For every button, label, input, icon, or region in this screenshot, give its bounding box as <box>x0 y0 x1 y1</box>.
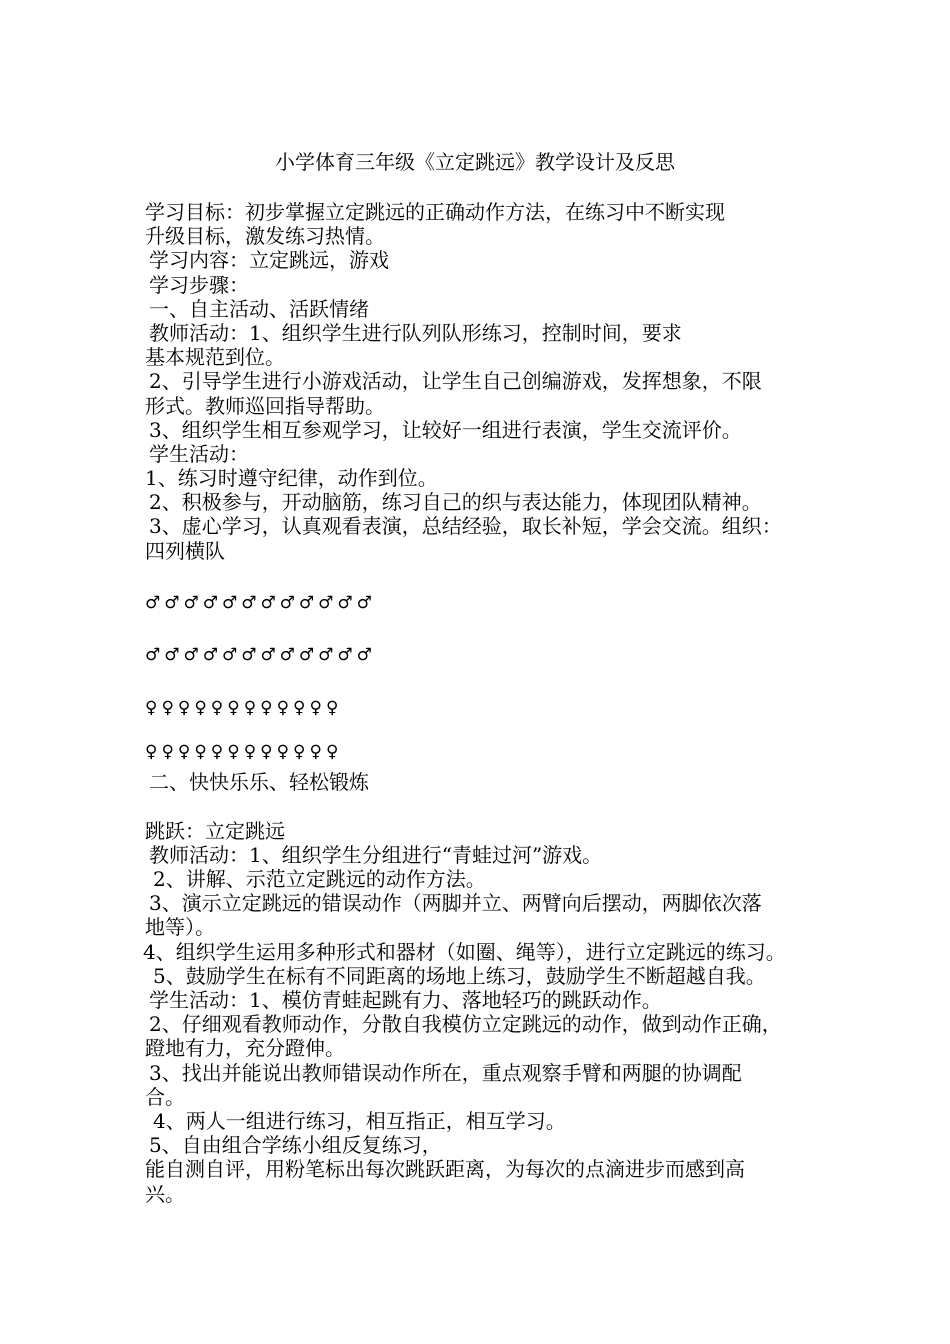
text-line: 2、积极参与，开动脑筋，练习自己的织与表达能力，体现团队精神。 <box>149 490 762 515</box>
text-line: 2、引导学生进行小游戏活动，让学生自己创编游戏，发挥想象，不限 <box>149 369 762 394</box>
text-line: 学生活动：1、模仿青蛙起跳有力、落地轻巧的跳跃动作。 <box>149 988 662 1012</box>
text-line: 2、讲解、示范立定跳远的动作方法。 <box>153 867 486 892</box>
text-line: 兴。 <box>145 1181 185 1206</box>
text-line: 能自测自评，用粉笔标出每次跳跃距离，为每次的点滴进步而感到高 <box>145 1157 745 1182</box>
text-line: 2、仔细观看教师动作，分散自我模仿立定跳远的动作，做到动作正确， <box>149 1012 782 1037</box>
text-line: 1、练习时遵守纪律，动作到位。 <box>145 466 438 491</box>
text-line: 4、两人一组进行练习，相互指正，相互学习。 <box>153 1108 566 1133</box>
text-line: 合。 <box>145 1084 185 1109</box>
text-line: 跳跃：立定跳远 <box>145 818 285 843</box>
blank-line <box>145 795 825 819</box>
text-line: 5、自由组合学练小组反复练习， <box>149 1133 442 1158</box>
text-line: 3、组织学生相互参观学习，让较好一组进行表演，学生交流评价。 <box>149 417 742 442</box>
text-line: 3、演示立定跳远的错误动作（两脚并立、两臂向后摆动，两脚依次落 <box>149 891 762 916</box>
text-line: 4、组织学生运用多种形式和器材（如圈、绳等），进行立定跳远的练习。 <box>143 939 786 964</box>
text-line: 3、找出并能说出教师错误动作所在，重点观察手臂和两腿的协调配 <box>149 1060 742 1085</box>
text-line: 3、虚心学习，认真观看表演，总结经验，取长补短，学会交流。组织： <box>149 514 782 539</box>
section-heading: 二、快快乐乐、轻松锻炼 <box>149 770 369 795</box>
text-line: 四列横队 <box>145 538 225 563</box>
text-line: 形式。教师巡回指导帮助。 <box>145 393 385 418</box>
text-line: 学习目标：初步掌握立定跳远的正确动作方法，在练习中不断实现 <box>145 200 725 224</box>
text-line: 学习步骤： <box>149 272 249 297</box>
text-line: 5、鼓励学生在标有不同距离的场地上练习，鼓励学生不断超越自我。 <box>153 963 766 988</box>
text-line: 一、自主活动、活跃情绪 <box>149 296 369 321</box>
text-line: 学习内容：立定跳远，游戏 <box>149 248 389 273</box>
text-line: 学生活动： <box>149 441 249 466</box>
formation-row-female: ♀♀♀♀♀♀♀♀♀♀♀♀ <box>145 742 343 763</box>
text-line: 升级目标，激发练习热情。 <box>145 224 385 249</box>
document-title: 小学体育三年级《立定跳远》教学设计及反思 <box>275 150 675 174</box>
formation-row-male: ♂♂♂♂♂♂♂♂♂♂♂♂ <box>145 645 376 666</box>
formation-row-male: ♂♂♂♂♂♂♂♂♂♂♂♂ <box>145 592 376 613</box>
text-line: 基本规范到位。 <box>145 345 285 370</box>
text-line: 地等）。 <box>145 915 215 940</box>
text-line: 教师活动：1、组织学生分组进行“青蛙过河”游戏。 <box>149 842 603 867</box>
text-line: 蹬地有力，充分蹬伸。 <box>145 1036 345 1061</box>
text-line: 教师活动：1、组织学生进行队列队形练习，控制时间，要求 <box>149 320 682 345</box>
document-body <box>145 200 825 1206</box>
formation-row-female: ♀♀♀♀♀♀♀♀♀♀♀♀ <box>145 697 343 718</box>
